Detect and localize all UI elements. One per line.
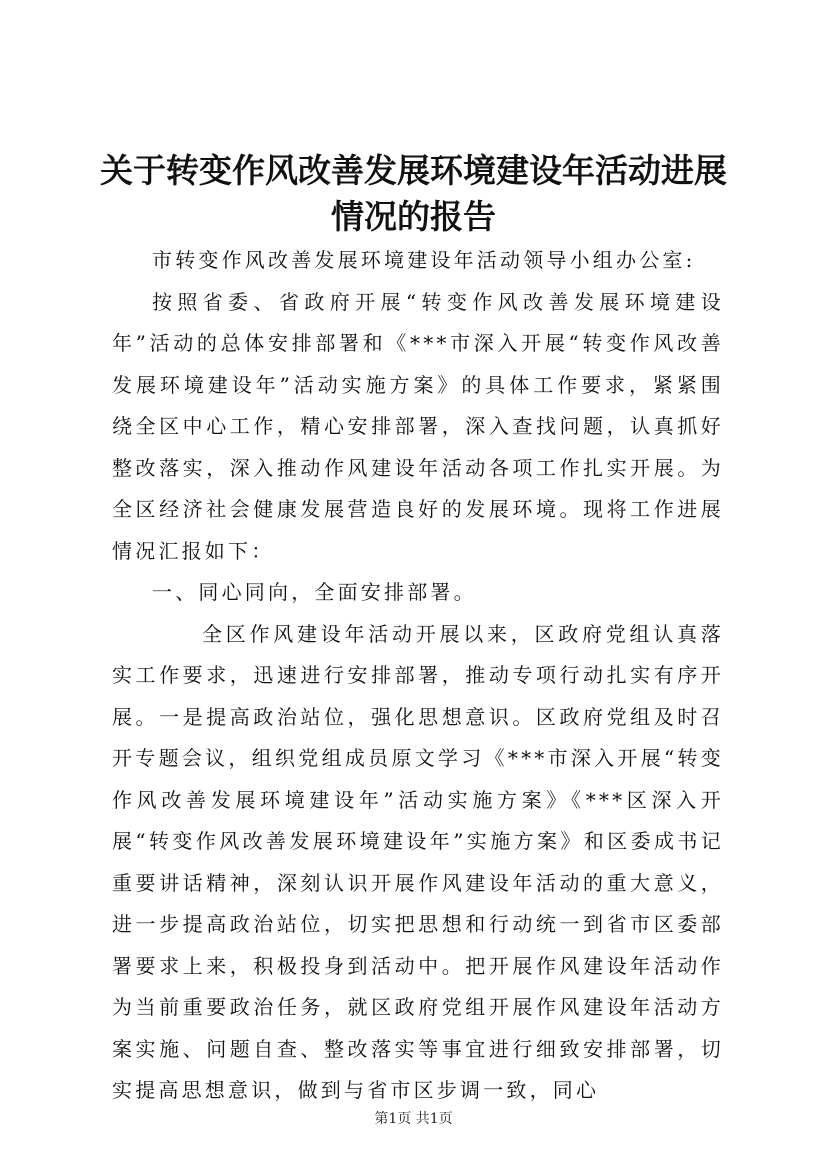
paragraph-section-1: 全区作风建设年活动开展以来，区政府党组认真落实工作要求，迅速进行安排部署，推动专项行动扎实有序开展。一是提高政治站位，强化思想意识。区政府党组及时召开专题会议，组织党组成员原文学习《***市深入开展“转变作风改善发展环境建设年”活动实施方案》《***区深入开展“转变作风改善发展环境建设年”实施方案》和区委成书记重要讲话精神，深刻认识开展作风建设年活动的重大意义，进一步提高政治站位，切实把思想和行动统一到省市区委部署要求上来，积极投身到活动中。把开展作风建设年活动作为当前重要政治任务，就区政府党组开展作风建设年活动方案实施、问题自查、整改落实等事宜进行细致安排部署，切实提高思想意识，做到与省市区步调一致，同心 <box>112 621 724 1102</box>
addressee-line: 市转变作风改善发展环境建设年活动领导小组办公室: <box>152 248 696 272</box>
paragraph-intro: 按照省委、省政府开展“转变作风改善发展环境建设年”活动的总体安排部署和《***市深入开展“转变作风改善发展环境建设年”活动实施方案》的具体工作要求，紧紧围绕全区中心工作，精心安排部署，深入查找问题，认真抓好整改落实，深入推动作风建设年活动各项工作扎实开展。为全区经济社会健康发展营造良好的发展环境。现将工作进展情况汇报如下： <box>112 289 724 563</box>
section-heading-1: 一、同心同向，全面安排部署。 <box>152 580 477 604</box>
document-body <box>112 240 724 1112</box>
document-title: 关于转变作风改善发展环境建设年活动进展情况的报告 <box>100 151 727 236</box>
page-footer: 第1页 共1页 <box>374 1111 453 1127</box>
